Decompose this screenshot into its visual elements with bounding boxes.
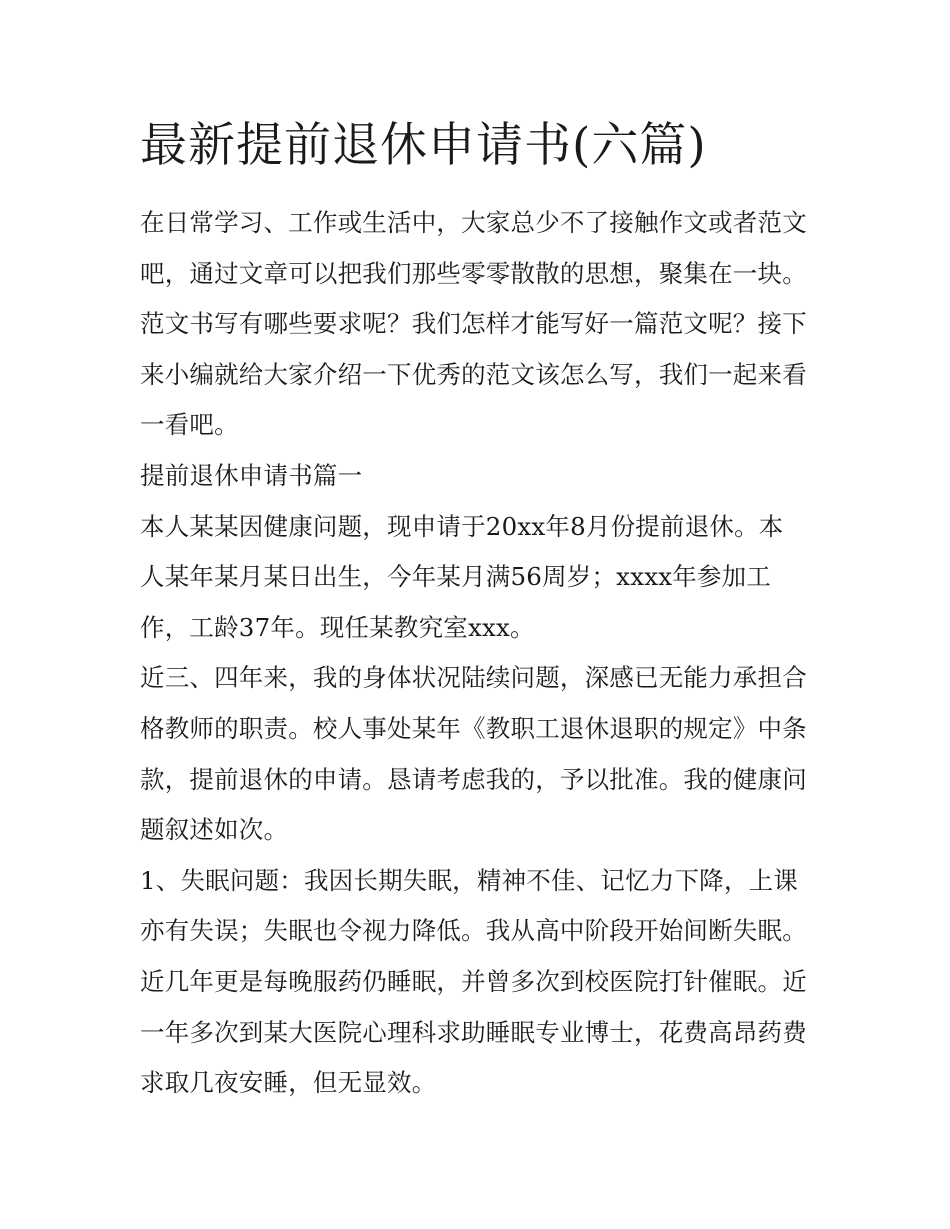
body-line: 近三、四年来，我的身体状况陆续问题，深感已无能力承担合 (140, 663, 807, 693)
document-title: 最新提前退休申请书(六篇) (140, 118, 707, 173)
body-line: 来小编就给大家介绍一下优秀的范文该怎么写，我们一起来看 (140, 359, 807, 389)
body-line: 亦有失误；失眠也令视力降低。我从高中阶段开始间断失眠。 (140, 916, 807, 946)
body-line: 在日常学习、工作或生活中，大家总少不了接触作文或者范文 (140, 208, 807, 237)
body-line: 范文书写有哪些要求呢？我们怎样才能写好一篇范文呢？接下 (140, 309, 807, 339)
body-line: 求取几夜安睡，但无显效。 (140, 1068, 437, 1098)
body-line: 近几年更是每晚服药仍睡眠，并曾多次到校医院打针催眠。近 (140, 966, 807, 996)
body-line: 一看吧。 (140, 410, 239, 440)
body-line: 一年多次到某大医院心理科求助睡眠专业博士，花费高昂药费 (140, 1017, 807, 1047)
section-heading: 提前退休申请书篇一 (140, 460, 363, 490)
body-line: 人某年某月某日出生，今年某月满56周岁；xxxx年参加工 (140, 562, 772, 592)
body-line: 本人某某因健康问题，现申请于20xx年8月份提前退休。本 (140, 511, 784, 541)
body-line: 题叙述如次。 (140, 815, 289, 845)
body-line: 款，提前退休的申请。恳请考虑我的，予以批准。我的健康问 (140, 764, 807, 794)
body-line: 1、失眠问题：我因长期失眠，精神不佳、记忆力下降，上课 (140, 865, 798, 895)
body-line: 吧，通过文章可以把我们那些零零散散的思想，聚集在一块。 (140, 258, 807, 288)
body-line: 作，工龄37年。现任某教究室xxx。 (140, 612, 535, 642)
document-body (140, 198, 820, 1109)
body-line: 格教师的职责。校人事处某年《教职工退休退职的规定》中条 (140, 713, 807, 743)
